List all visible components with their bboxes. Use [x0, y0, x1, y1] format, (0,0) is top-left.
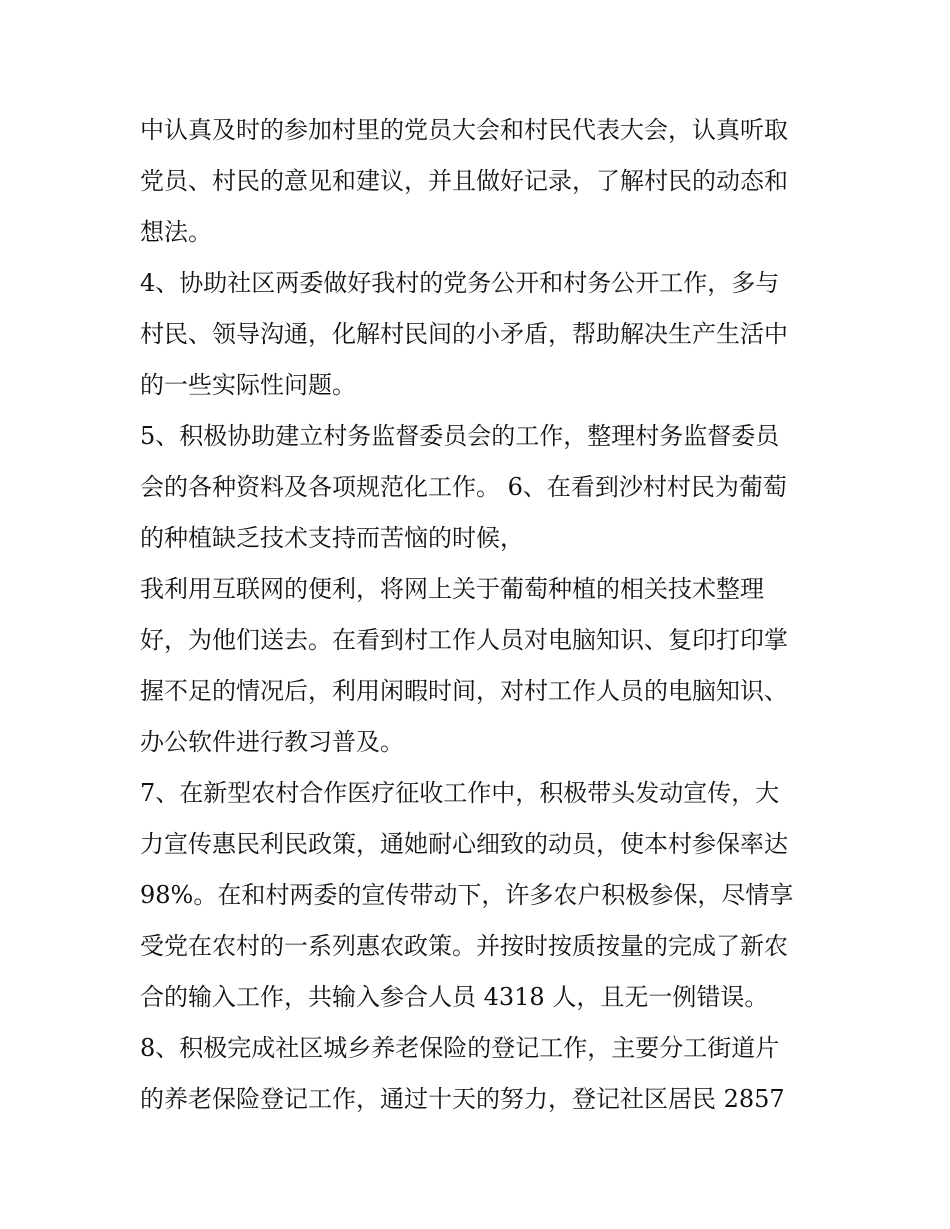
- text-line: 的养老保险登记工作，通过十天的努力，登记社区居民 2857: [140, 1085, 785, 1113]
- text-line: 98%。在和村两委的宣传带动下，许多农户积极参保，尽情享: [140, 881, 794, 909]
- text-line: 受党在农村的一系列惠农政策。并按时按质按量的完成了新农: [140, 932, 788, 960]
- text-line: 我利用互联网的便利，将网上关于葡萄种植的相关技术整理: [140, 575, 764, 603]
- text-line: 会的各种资料及各项规范化工作。 6、在看到沙村村民为葡萄: [140, 473, 787, 501]
- text-line: 的一些实际性问题。: [140, 371, 356, 399]
- text-line: 村民、领导沟通，化解村民间的小矛盾，帮助解决生产生活中: [140, 320, 788, 348]
- text-line: 的种植缺乏技术支持而苦恼的时候，: [140, 524, 524, 552]
- text-line: 党员、村民的意见和建议，并且做好记录，了解村民的动态和: [140, 167, 788, 195]
- text-line: 4、协助社区两委做好我村的党务公开和村务公开工作，多与: [140, 269, 780, 297]
- text-line: 合的输入工作，共输入参合人员 4318 人，且无一例错误。: [140, 983, 769, 1011]
- body-text: [140, 105, 830, 1125]
- text-line: 8、积极完成社区城乡养老保险的登记工作，主要分工街道片: [140, 1034, 780, 1062]
- text-line: 5、积极协助建立村务监督委员会的工作，整理村务监督委员: [140, 422, 780, 450]
- text-line: 力宣传惠民利民政策，通她耐心细致的动员，使本村参保率达: [140, 830, 788, 858]
- text-line: 想法。: [140, 218, 212, 246]
- text-line: 握不足的情况后，利用闲暇时间，对村工作人员的电脑知识、: [140, 677, 788, 705]
- text-line: 中认真及时的参加村里的党员大会和村民代表大会，认真听取: [140, 116, 788, 144]
- text-line: 好，为他们送去。在看到村工作人员对电脑知识、复印打印掌: [140, 626, 788, 654]
- text-line: 7、在新型农村合作医疗征收工作中，积极带头发动宣传，大: [140, 779, 780, 807]
- text-line: 办公软件进行教习普及。: [140, 728, 404, 756]
